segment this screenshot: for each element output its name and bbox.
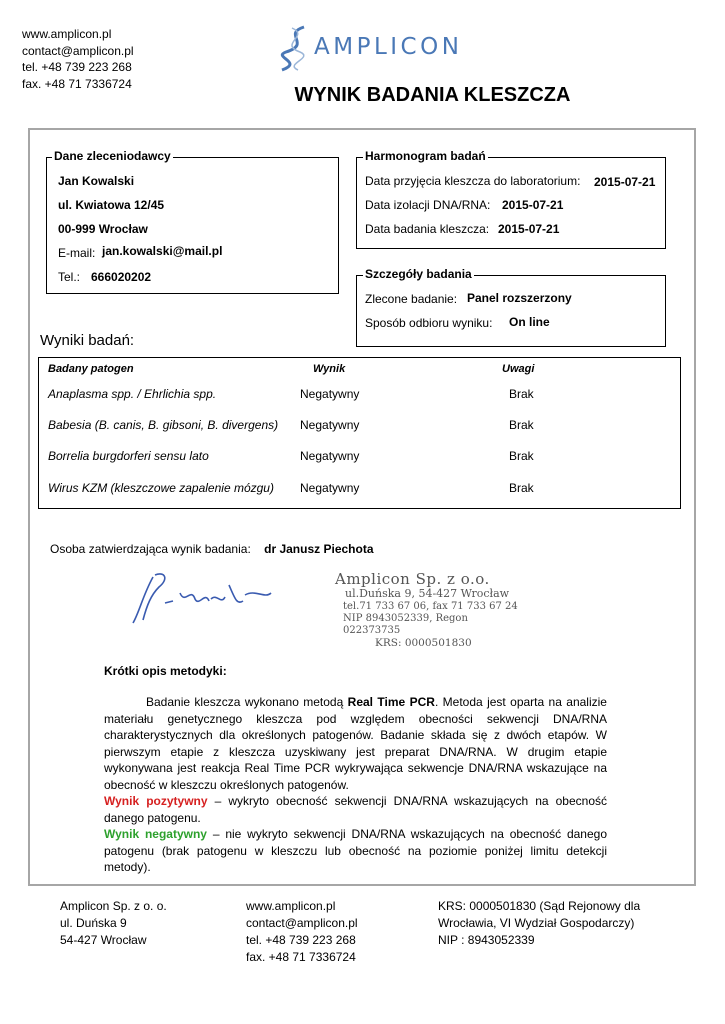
footer-phone: tel. +48 739 223 268 (246, 933, 356, 947)
negative-definition (104, 826, 607, 876)
details-legend: Szczegóły badania (365, 267, 472, 281)
pickup-value: On line (509, 315, 550, 329)
stamp-company: Amplicon Sp. z o.o. (335, 570, 490, 588)
footer-website: www.amplicon.pl (246, 899, 336, 913)
positive-label: Wynik pozytywny (104, 794, 208, 808)
footer-company: Amplicon Sp. z o. o. (60, 899, 167, 913)
positive-text: – wykryto obecność sekwencji DNA/RNA wskazujących na obecność danego patogenu. (104, 794, 607, 825)
test-date: 2015-07-21 (498, 222, 560, 236)
client-city: 00-999 Wrocław (58, 222, 148, 236)
header-pathogen: Badany patogen (48, 363, 134, 375)
header-email: contact@amplicon.pl (22, 43, 134, 58)
company-stamp (335, 570, 527, 649)
client-name: Jan Kowalski (58, 174, 135, 188)
methodology-title: Krótki opis metodyki: (104, 664, 227, 678)
logo-text: AMPLICON (314, 34, 463, 60)
stamp-krs: KRS: 0000501830 (375, 636, 472, 649)
row4-notes: Brak (509, 481, 534, 495)
schedule-box (356, 149, 666, 249)
header-contact (22, 26, 134, 92)
amplicon-logo (274, 24, 474, 72)
header-result: Wynik (313, 363, 346, 375)
row4-result: Negatywny (300, 481, 360, 495)
row2-pathogen: Babesia (B. canis, B. gibsoni, B. divergens) (48, 418, 279, 432)
row2-notes: Brak (509, 418, 534, 432)
header-fax: fax. +48 71 7336724 (22, 76, 132, 91)
row1-result: Negatywny (300, 387, 360, 401)
phone-label: Tel.: (58, 270, 81, 284)
footer-krs: KRS: 0000501830 (Sąd Rejonowy dla (438, 899, 641, 913)
negative-text: – nie wykryto sekwencji DNA/RNA wskazujących na obecność danego patogenu (brak patogenu w kleszczu lub obecność na poziomie poniżej limitu detekcji metody). (104, 827, 607, 874)
client-street: ul. Kwiatowa 12/45 (58, 198, 165, 212)
positive-definition (104, 793, 607, 826)
footer-contact (246, 898, 358, 966)
ordered-value: Panel rozszerzony (467, 291, 572, 305)
results-title: Wyniki badań: (40, 332, 135, 349)
page-title: WYNIK BADANIA KLESZCZA (294, 84, 571, 106)
row3-notes: Brak (509, 449, 534, 463)
isolation-date: 2015-07-21 (502, 198, 564, 212)
results-table (38, 357, 681, 509)
client-box (46, 149, 339, 294)
details-box (356, 267, 666, 347)
pickup-label: Sposób odbioru wyniku: (365, 316, 493, 330)
row3-pathogen: Borrelia burgdorferi sensu lato (48, 449, 209, 463)
isolation-label: Data izolacji DNA/RNA: (365, 198, 491, 212)
signature (125, 565, 275, 630)
row4-pathogen: Wirus KZM (kleszczowe zapalenie mózgu) (48, 481, 274, 495)
methodology-method: Real Time PCR (347, 695, 435, 709)
email-label: E-mail: (58, 246, 96, 260)
client-legend: Dane zleceniodawcy (54, 149, 171, 163)
footer-city: 54-427 Wrocław (60, 933, 147, 947)
client-phone: 666020202 (91, 270, 152, 284)
footer-fax: fax. +48 71 7336724 (246, 950, 356, 964)
footer-registry (438, 898, 640, 949)
approver-name: dr Janusz Piechota (264, 542, 374, 556)
negative-label: Wynik negatywny (104, 827, 207, 841)
schedule-legend: Harmonogram badań (365, 149, 486, 163)
header-website: www.amplicon.pl (22, 27, 112, 41)
footer-email: contact@amplicon.pl (246, 916, 358, 930)
ordered-label: Zlecone badanie: (365, 292, 458, 306)
methodology-text (104, 694, 607, 876)
footer-address (60, 898, 167, 949)
row3-result: Negatywny (300, 449, 360, 463)
header-notes: Uwagi (502, 363, 535, 375)
stamp-nip: NIP 8943052339, Regon 022373735 (343, 612, 468, 636)
row2-result: Negatywny (300, 418, 360, 432)
row1-notes: Brak (509, 387, 534, 401)
stamp-phone: tel.71 733 67 06, fax 71 733 67 24 (343, 600, 518, 612)
footer-street: ul. Duńska 9 (60, 916, 127, 930)
row1-pathogen: Anaplasma spp. / Ehrlichia spp. (48, 387, 217, 401)
header-phone: tel. +48 739 223 268 (22, 60, 132, 74)
footer-court: Wrocławia, VI Wydział Gospodarczy) (438, 916, 635, 930)
methodology-paragraph (104, 694, 607, 793)
approver-line (50, 542, 374, 556)
stamp-address: ul.Duńska 9, 54-427 Wrocław (345, 587, 510, 600)
methodology-description: . Metoda jest oparta na analizie materiału genetycznego kleszcza pod względem obecności sekwencji DNA/RNA charakterystycznych dla określonych patogenów. Badanie składa się z dwóch etapów. W pierwszym etapie z kleszcza uzyskiwany jest preparat DNA/RNA. W drugim etapie wykonywana jest reakcja Real Time PCR wykrywająca sekwencje DNA/RNA wskazujące na obecność w kleszczu określonych patogenów. (104, 695, 607, 792)
footer-nip: NIP : 8943052339 (438, 933, 535, 947)
received-date: 2015-07-21 (594, 175, 656, 189)
client-email: jan.kowalski@mail.pl (102, 244, 223, 258)
approver-label: Osoba zatwierdzająca wynik badania: (50, 542, 251, 556)
test-label: Data badania kleszcza: (365, 222, 490, 236)
methodology-intro: Badanie kleszcza wykonano metodą (146, 695, 348, 709)
received-label: Data przyjęcia kleszcza do laboratorium: (365, 174, 581, 188)
